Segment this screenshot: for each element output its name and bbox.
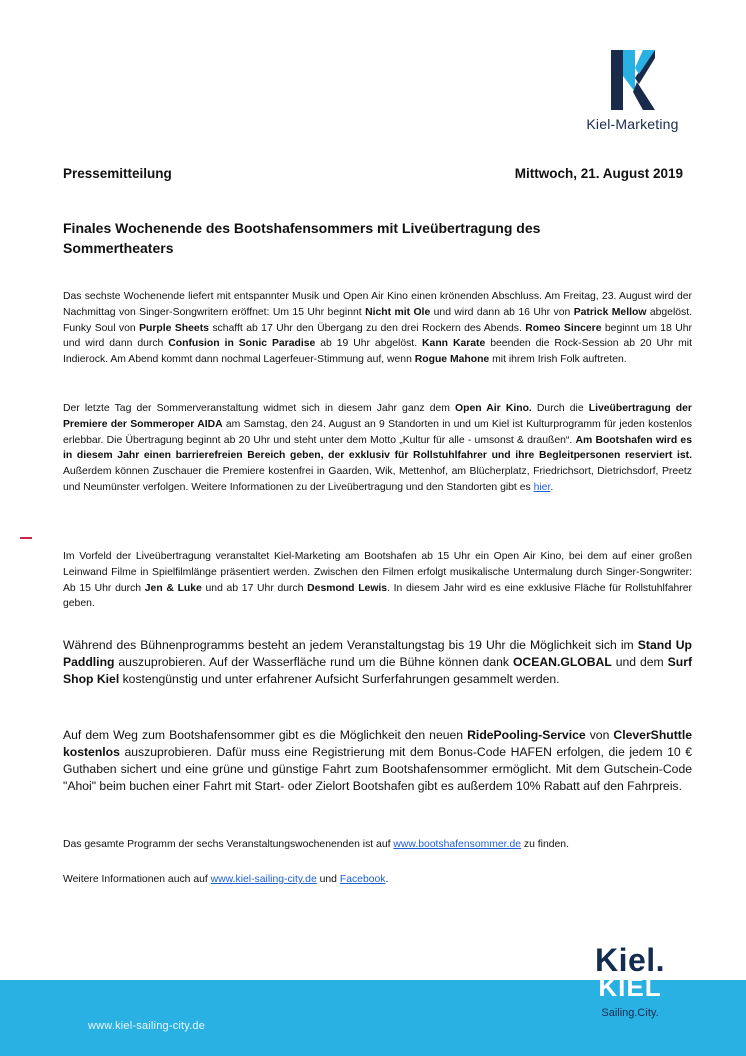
- text: mit ihrem Irish Folk auftreten.: [489, 354, 627, 366]
- emphasis: OCEAN.GLOBAL: [512, 655, 612, 669]
- text: auszuprobieren. Auf der Wasserfläche rund um die Bühne können dank: [114, 655, 513, 669]
- text: und ab 17 Uhr durch: [201, 582, 308, 594]
- facebook-link[interactable]: Facebook: [339, 874, 386, 885]
- emphasis: Surf Shop Kiel: [63, 655, 693, 686]
- artist-name: Nicht mit Ole: [365, 306, 431, 318]
- text: . In diesem Jahr wird es eine exklusive Fläche für Rollstuhlfahrer geben.: [63, 582, 692, 610]
- text: Auf dem Weg zum Bootshafensommer gibt es die Möglichkeit den neuen: [63, 728, 468, 742]
- text: Das gesamte Programm der sechs Veranstaltungswochenenden ist auf: [63, 839, 394, 850]
- doc-type-label: Pressemitteilung: [63, 166, 172, 181]
- footer-url: www.kiel-sailing-city.de: [88, 1020, 206, 1032]
- artist-name: Purple Sheets: [139, 322, 209, 334]
- brand-name: Kiel-Marketing: [586, 116, 679, 132]
- emphasis: Stand Up Paddling: [63, 638, 692, 669]
- text: am Samstag, den 24. August an 9 Standorten in und um Kiel ist Kulturprogramm für jeden kostenlos erlebbar. Die Übertragung beginnt ab 20 Uhr und steht unter dem Motto „Kultur für alle - umsonst & draußen“.: [63, 418, 692, 446]
- bootshafensommer-link[interactable]: www.bootshafensommer.de: [393, 839, 522, 850]
- text: und: [316, 874, 340, 885]
- text: beenden die Rock-Session ab 20 Uhr mit Indierock. Am Abend kommt dann nochmal Lagerfeuer-Stimmung auf, wenn: [63, 338, 692, 366]
- text: Weitere Informationen auch auf: [63, 874, 211, 885]
- text: von: [585, 728, 614, 742]
- kiel-sailing-city-logo: [585, 942, 675, 1019]
- text: .: [385, 874, 389, 885]
- k-logo-icon: [609, 48, 657, 112]
- artist-name: Rogue Mahone: [414, 354, 490, 366]
- hier-link[interactable]: hier: [533, 481, 551, 493]
- emphasis: Am Bootshafen wird es in diesem Jahr einen barrierefreien Bereich geben, der exklusiv für Rollstuhlfahrer und ihre Begleitpersonen reserviert ist.: [63, 434, 692, 462]
- artist-name: Kann Karate: [422, 338, 486, 350]
- emphasis: Open Air Kino.: [455, 403, 532, 414]
- text: beginnt um 18 Uhr und wird dann durch: [63, 322, 692, 350]
- text: Der letzte Tag der Sommerveranstaltung widmet sich in diesem Jahr ganz dem: [63, 403, 456, 414]
- paragraph-ridepooling: [63, 727, 692, 795]
- logo-kiel-text: Kiel.: [594, 942, 666, 978]
- paragraph-open-air-kino: [63, 549, 692, 612]
- paragraph-friday: [63, 289, 692, 368]
- logo-kiel-mirrored-text: KIEL: [598, 972, 662, 1002]
- page-title: Finales Wochenende des Bootshafensommers mit Liveübertragung des Sommertheaters: [63, 220, 541, 256]
- artist-name: Desmond Lewis: [307, 582, 388, 594]
- paragraph-weitere-infos: [63, 872, 692, 888]
- margin-marker: [20, 537, 32, 539]
- text: und wird dann ab 16 Uhr von: [430, 306, 574, 318]
- text: auszuprobieren. Dafür muss eine Registrierung mit dem Bonus-Code HAFEN erfolgen, die jedem 10 € Guthaben sichert und eine grüne und günstige Fahrt zum Bootshafensommer ermöglicht. Mit dem Gutschein-Code "Ahoi" beim buchen einer Fahrt mit Start- oder Zielort Bootshafen gibt es außerdem 10% Rabatt auf den Fahrpreis.: [63, 745, 692, 793]
- text: schafft ab 17 Uhr den Übergang zu den drei Rockern des Abends.: [208, 322, 526, 334]
- text: kostengünstig und unter erfahrener Aufsicht Surferfahrungen gesammelt werden.: [119, 672, 560, 686]
- artist-name: Confusion in Sonic Paradise: [168, 338, 316, 350]
- paragraph-programm: [63, 837, 692, 853]
- kiel-sailing-city-link[interactable]: www.kiel-sailing-city.de: [210, 874, 317, 885]
- emphasis: CleverShuttle kostenlos: [63, 728, 692, 759]
- text: Durch die: [531, 403, 589, 414]
- artist-name: Patrick Mellow: [573, 306, 647, 318]
- text: abgelöst. Funky Soul von: [63, 306, 692, 334]
- text: Im Vorfeld der Liveübertragung veranstaltet Kiel-Marketing am Bootshafen ab 15 Uhr ein Open Air Kino, bei dem auf einer großen Leinwand Filme in Spielfilmlänge präsentiert werden. Zwischen den Filmen erfolgt musikalische Untermalung durch Singer-Songwriter: Ab 15 Uhr durch: [63, 551, 692, 594]
- text: und dem: [611, 655, 668, 669]
- paragraph-sup: [63, 637, 692, 688]
- text: Das sechste Wochenende liefert mit entspannter Musik und Open Air Kino einen krönenden Abschluss. Am Freitag, 23. August wird der Nachmittag von Singer-Songwritern eröffnet: Um 15 Uhr beginnt: [63, 291, 692, 318]
- text: Während des Bühnenprogramms besteht an jedem Veranstaltungstag bis 19 Uhr die Möglichkeit sich im: [63, 638, 638, 652]
- emphasis: Liveübertragung der Premiere der Sommeroper AIDA: [63, 403, 692, 430]
- doc-date: Mittwoch, 21. August 2019: [514, 166, 683, 181]
- text: .: [550, 481, 554, 493]
- artist-name: Jen & Luke: [144, 582, 202, 594]
- text: ab 19 Uhr abgelöst.: [315, 338, 423, 350]
- text: zu finden.: [521, 839, 569, 850]
- paragraph-saturday: [63, 401, 692, 496]
- text: Außerdem können Zuschauer die Premiere kostenfrei in Gaarden, Wik, Mettenhof, am Blücherplatz, Friedrichsort, Dietrichsdorf, Preetz und Neumünster verfolgen. Weitere Informationen zu der Liveübertragung und den Standorten gibt es: [63, 466, 692, 493]
- emphasis: RidePooling-Service: [467, 728, 586, 742]
- artist-name: Romeo Sincere: [525, 322, 602, 334]
- kiel-marketing-logo: [585, 48, 680, 132]
- logo-tagline: Sailing.City.: [601, 1007, 659, 1019]
